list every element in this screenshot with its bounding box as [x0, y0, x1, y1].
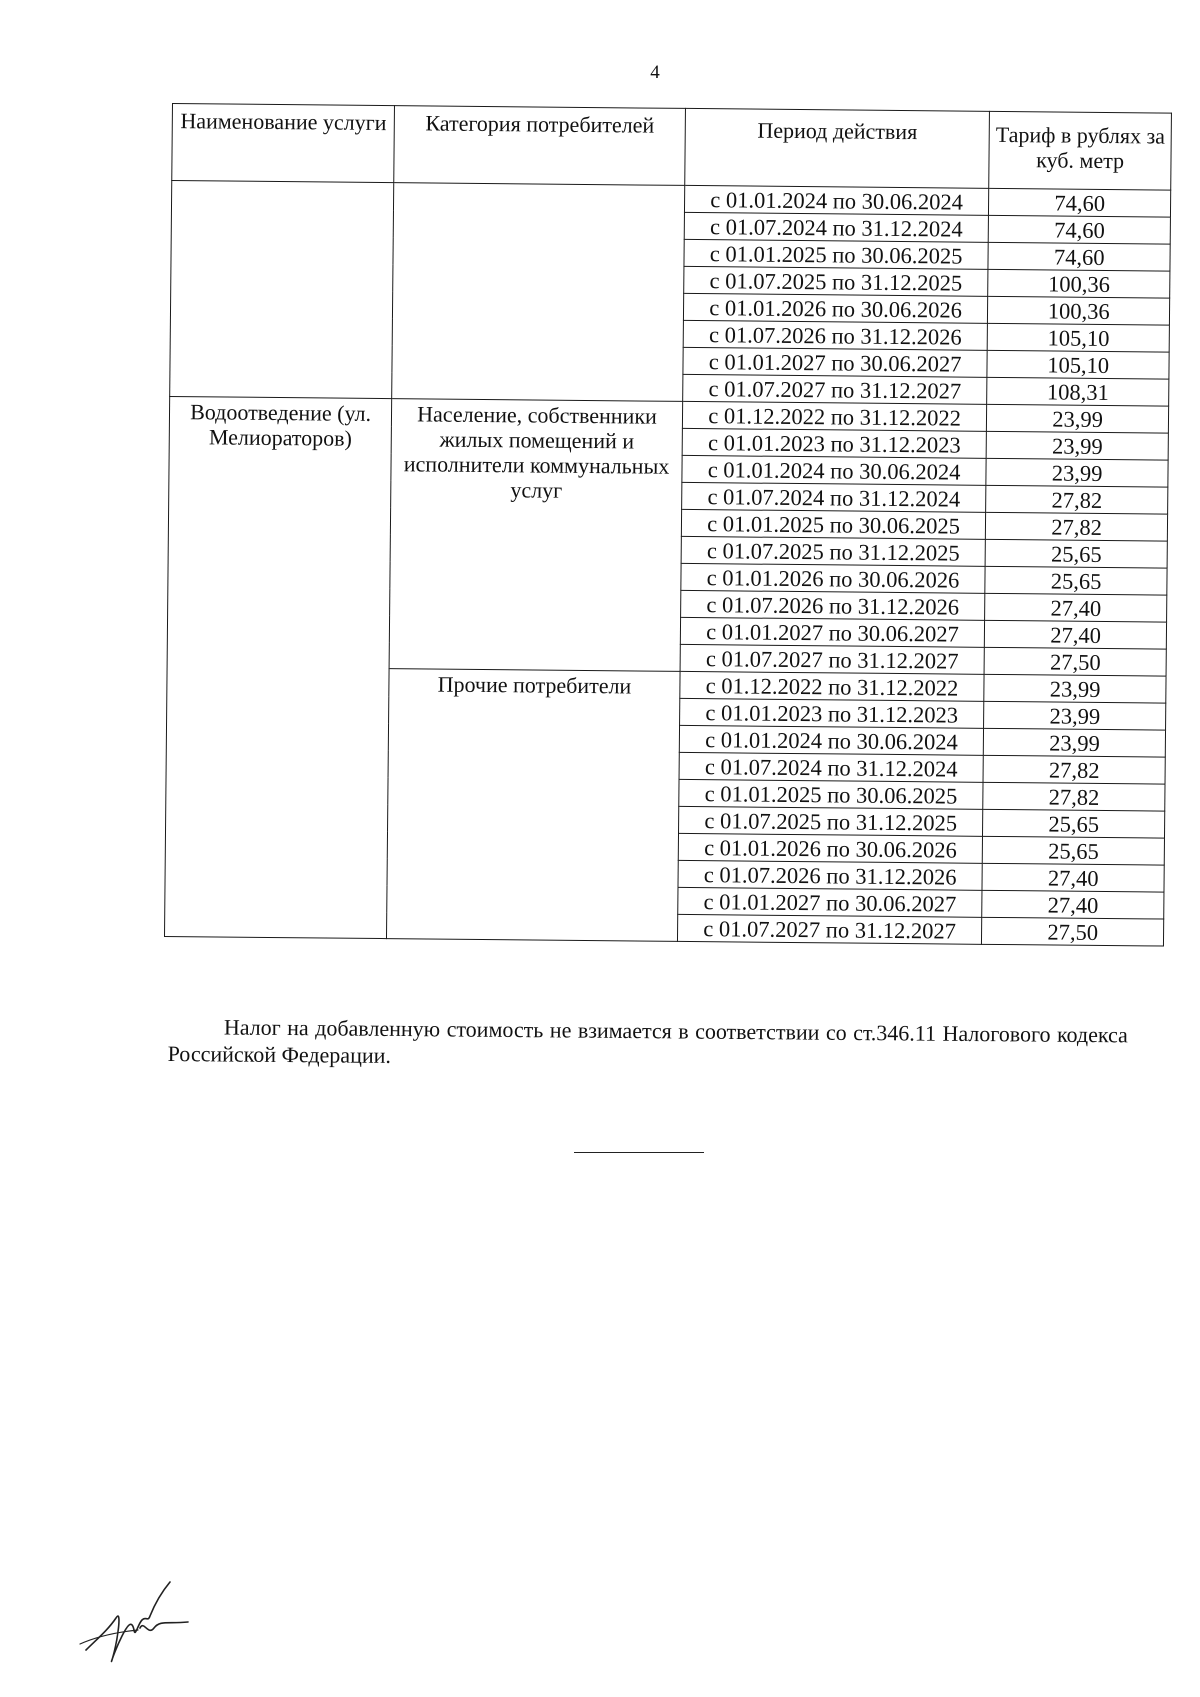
- header-service: Наименование услуги: [172, 104, 395, 183]
- period-cell: с 01.07.2024 по 31.12.2024: [681, 482, 986, 512]
- period-cell: с 01.01.2026 по 30.06.2026: [683, 293, 988, 323]
- tariff-value-cell: 27,40: [982, 863, 1164, 892]
- tariff-value-cell: 27,50: [984, 647, 1166, 676]
- period-cell: с 01.01.2023 по 31.12.2023: [682, 428, 987, 458]
- period-cell: с 01.01.2027 по 30.06.2027: [678, 887, 983, 917]
- tariff-value-cell: 25,65: [983, 836, 1165, 865]
- tariff-value-cell: 27,82: [983, 755, 1165, 784]
- tariff-value-cell: 27,82: [983, 782, 1165, 811]
- period-cell: с 01.01.2025 по 30.06.2025: [679, 779, 984, 809]
- tariff-value-cell: 23,99: [986, 458, 1168, 487]
- signature-icon: [78, 1580, 198, 1670]
- page-number: 4: [650, 62, 660, 83]
- tariff-value-cell: 27,50: [982, 917, 1164, 946]
- vat-note-text: Налог на добавленную стоимость не взимается в соответствии со ст.346.11 Налогового кодекса Российской Федерации.: [167, 1014, 1128, 1068]
- vat-note: [168, 1013, 1128, 1075]
- period-cell: с 01.07.2025 по 31.12.2025: [684, 266, 989, 296]
- period-cell: с 01.12.2022 по 31.12.2022: [682, 401, 987, 431]
- period-cell: с 01.07.2025 по 31.12.2025: [678, 806, 983, 836]
- period-cell: с 01.07.2026 по 31.12.2026: [680, 590, 985, 620]
- tariff-value-cell: 27,82: [986, 512, 1168, 541]
- category-population-cell: Население, собственники жилых помещений и исполнители коммунальных услуг: [389, 399, 682, 672]
- period-cell: с 01.01.2023 по 31.12.2023: [679, 698, 984, 728]
- period-cell: с 01.01.2026 по 30.06.2026: [678, 833, 983, 863]
- tariff-value-cell: 25,65: [985, 566, 1167, 595]
- period-cell: с 01.07.2027 по 31.12.2027: [677, 914, 982, 944]
- tariff-value-cell: 25,65: [985, 539, 1167, 568]
- period-cell: с 01.01.2024 по 30.06.2024: [679, 725, 984, 755]
- header-tariff: Тариф в рублях за куб. метр: [989, 111, 1171, 190]
- header-period: Период действия: [685, 108, 990, 188]
- category-other-cell: Прочие потребители: [387, 669, 680, 942]
- period-cell: с 01.07.2026 по 31.12.2026: [678, 860, 983, 890]
- tariff-value-cell: 27,82: [986, 485, 1168, 514]
- period-cell: с 01.07.2026 по 31.12.2026: [683, 320, 988, 350]
- separator-line: [574, 1152, 704, 1153]
- period-cell: с 01.07.2024 по 31.12.2024: [679, 752, 984, 782]
- tariff-value-cell: 105,10: [988, 323, 1170, 352]
- tariff-value-cell: 25,65: [983, 809, 1165, 838]
- table-body: [164, 181, 1170, 947]
- tariff-value-cell: 23,99: [984, 701, 1166, 730]
- tariff-value-cell: 74,60: [989, 215, 1171, 244]
- tariff-value-cell: 23,99: [987, 404, 1169, 433]
- tariff-value-cell: 27,40: [985, 593, 1167, 622]
- period-cell: с 01.01.2024 по 30.06.2024: [684, 185, 989, 215]
- service-name-cell: Водоотведение (ул. Мелиораторов): [164, 396, 391, 938]
- period-cell: с 01.01.2027 по 30.06.2027: [683, 347, 988, 377]
- period-cell: с 01.01.2025 по 30.06.2025: [684, 239, 989, 269]
- period-cell: с 01.01.2026 по 30.06.2026: [681, 563, 986, 593]
- period-cell: с 01.07.2027 по 31.12.2027: [680, 644, 985, 674]
- period-cell: с 01.12.2022 по 31.12.2022: [680, 671, 985, 701]
- period-cell: с 01.07.2024 по 31.12.2024: [684, 212, 989, 242]
- tariff-value-cell: 23,99: [984, 674, 1166, 703]
- tariff-value-cell: 27,40: [985, 620, 1167, 649]
- period-cell: с 01.01.2025 по 30.06.2025: [681, 509, 986, 539]
- continuation-service-cell: [170, 181, 394, 399]
- table-header-row: [172, 104, 1172, 191]
- period-cell: с 01.07.2025 по 31.12.2025: [681, 536, 986, 566]
- tariff-value-cell: 74,60: [989, 188, 1171, 217]
- header-category: Категория потребителей: [394, 106, 685, 186]
- period-cell: с 01.07.2027 по 31.12.2027: [683, 374, 988, 404]
- tariff-value-cell: 100,36: [988, 296, 1170, 325]
- tariff-value-cell: 23,99: [986, 431, 1168, 460]
- tariff-value-cell: 74,60: [988, 242, 1170, 271]
- tariff-value-cell: 105,10: [987, 350, 1169, 379]
- tariff-value-cell: 100,36: [988, 269, 1170, 298]
- tariff-table: [164, 103, 1172, 947]
- tariff-value-cell: 27,40: [982, 890, 1164, 919]
- period-cell: с 01.01.2027 по 30.06.2027: [680, 617, 985, 647]
- tariff-value-cell: 23,99: [984, 728, 1166, 757]
- continuation-category-cell: [392, 183, 685, 402]
- tariff-value-cell: 108,31: [987, 377, 1169, 406]
- period-cell: с 01.01.2024 по 30.06.2024: [682, 455, 987, 485]
